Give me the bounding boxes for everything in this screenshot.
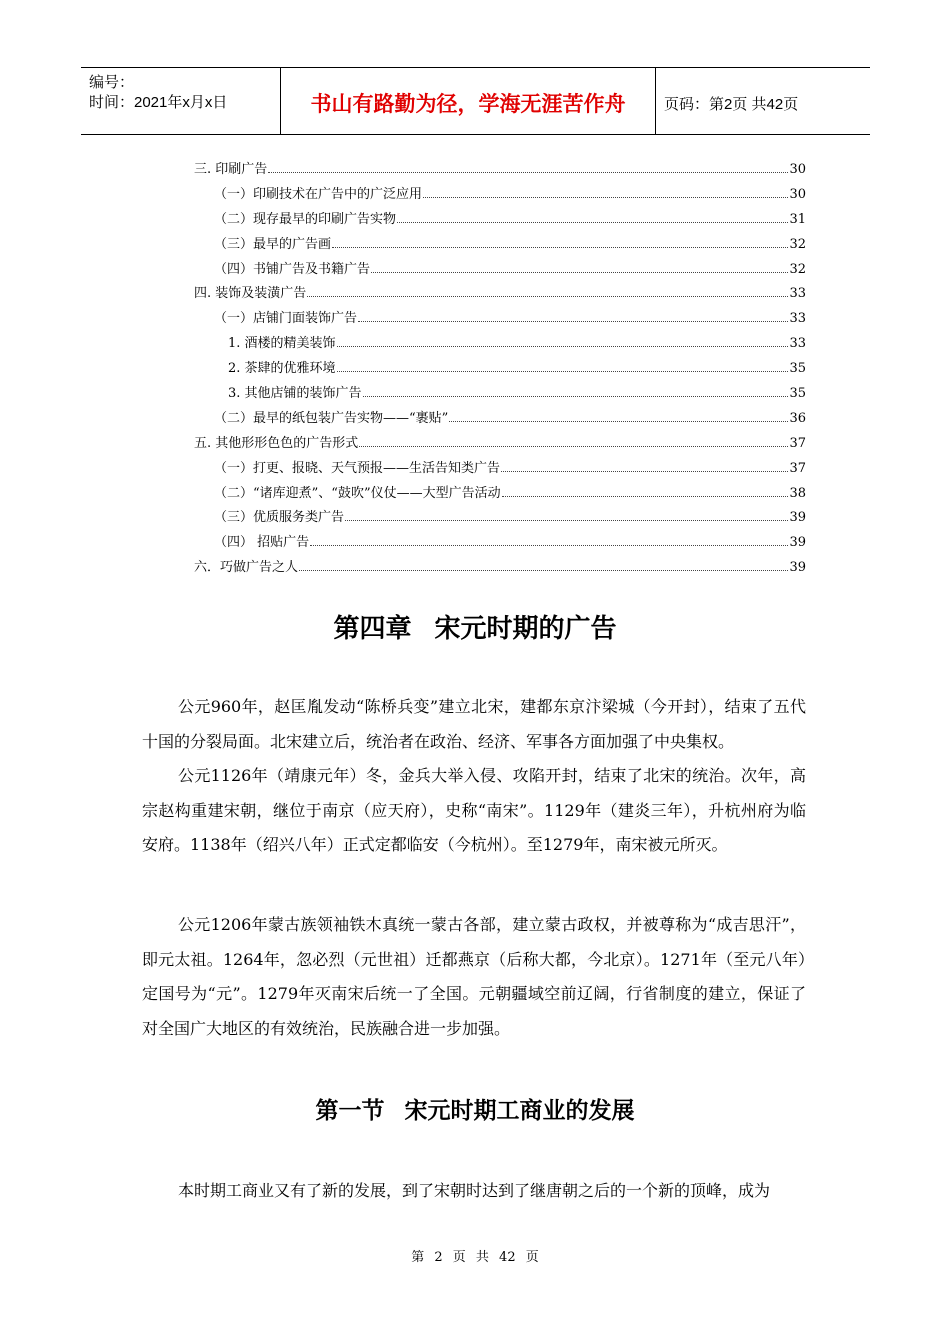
toc-leader-dots [502, 496, 789, 497]
toc-entry-page: 31 [789, 211, 806, 227]
number-label: 编号： [89, 74, 135, 91]
toc-entry-title: 四. 装饰及装潢广告 [194, 286, 307, 302]
toc-entry-title: （一）打更、报晓、天气预报——生活告知类广告 [214, 460, 501, 476]
toc-entry [194, 459, 806, 484]
toc-entry [194, 434, 806, 459]
toc-leader-dots [358, 321, 788, 322]
toc-entry-title: （四）书铺广告及书籍广告 [214, 261, 371, 277]
toc-leader-dots [337, 346, 789, 347]
toc-entry-title: （三）优质服务类广告 [214, 510, 345, 526]
toc-leader-dots [501, 471, 788, 472]
toc-entry [194, 284, 806, 309]
toc-entry-title: （二）现存最早的印刷广告实物 [214, 211, 397, 227]
toc-leader-dots [332, 247, 788, 248]
date-label: 时间：2021年x月x日 [89, 94, 228, 111]
chapter-title: 第四章 宋元时期的广告 [333, 614, 617, 644]
toc-entry [194, 508, 806, 533]
paragraph-2: 公元1126年（靖康元年）冬，金兵大举入侵、攻陷开封，结束了北宋的统治。次年，高宗赵构重建宋朝，继位于南京（应天府），史称“南宋”。1129年（建炎三年），升杭州府为临安府。1138年（绍兴八年）正式定都临安（今杭州）。至1279年，南宋被元所灭。 [142, 766, 806, 854]
toc-entry-title: （二）“诸库迎煮”、“鼓吹”仪仗——大型广告活动 [214, 485, 501, 501]
toc-entry [194, 210, 806, 235]
toc-entry-title: 2. 茶肆的优雅环境 [228, 361, 336, 377]
toc-entry [194, 558, 806, 583]
toc-entry-title: （三）最早的广告画 [214, 236, 332, 252]
toc-leader-dots [310, 545, 788, 546]
toc-leader-dots [307, 296, 788, 297]
toc-entry-page: 37 [789, 435, 806, 451]
toc-entry [194, 359, 806, 384]
header-motto: 书山有路勤为径，学海无涯苦作舟 [281, 68, 656, 134]
toc-entry [194, 384, 806, 409]
toc-entry-page: 32 [789, 261, 806, 277]
header-page-info: 页码：第2页 共42页 [664, 95, 799, 113]
section-title: 第一节 宋元时期工商业的发展 [315, 1098, 635, 1124]
header-table [81, 67, 870, 135]
toc-entry [194, 260, 806, 285]
toc-entry [194, 309, 806, 334]
toc-entry [194, 533, 806, 558]
toc-entry-title: 1. 酒楼的精美装饰 [228, 336, 336, 352]
toc-entry-page: 30 [789, 162, 806, 177]
toc-entry-title: 五. 其他形形色色的广告形式 [194, 435, 359, 451]
toc-entry-title: 六．巧做广告之人 [194, 560, 299, 576]
toc-entry [194, 185, 806, 210]
paragraph-1: 公元960年，赵匡胤发动“陈桥兵变”建立北宋，建都东京汴梁城（今开封），结束了五代十国的分裂局面。北宋建立后，统治者在政治、经济、军事各方面加强了中央集权。 [142, 697, 806, 751]
paragraph-3: 公元1206年蒙古族领袖铁木真统一蒙古各部，建立蒙古政权，并被尊称为“成吉思汗”，即元太祖。1264年，忽必烈（元世祖）迁都燕京（后称大都，今北京）。1271年（至元八年）定国号为“元”。1279年灭南宋后统一了全国。元朝疆域空前辽阔，行省制度的建立，保证了对全国广大地区的有效统治，民族融合进一步加强。 [142, 915, 806, 1038]
toc-leader-dots [449, 421, 788, 422]
toc-entry-page: 30 [789, 186, 806, 202]
toc-entry-page: 32 [789, 236, 806, 252]
toc-entry [194, 160, 806, 185]
toc-entry-page: 39 [789, 560, 806, 576]
toc-entry-title: 3. 其他店铺的装饰广告 [228, 386, 362, 402]
toc-entry-page: 39 [789, 510, 806, 526]
toc-entry-page: 33 [789, 336, 806, 352]
toc-entry-page: 39 [789, 535, 806, 551]
toc-leader-dots [337, 371, 789, 372]
toc-entry-title: （一）印刷技术在广告中的广泛应用 [214, 186, 423, 202]
toc-entry-page: 35 [789, 361, 806, 377]
toc-entry-title: （一）店铺门面装饰广告 [214, 311, 358, 327]
paragraph-4: 本时期工商业又有了新的发展，到了宋朝时达到了继唐朝之后的一个新的顶峰，成为 [178, 1181, 771, 1200]
toc-entry-page: 37 [789, 460, 806, 476]
toc-entry-page: 33 [789, 311, 806, 327]
toc-entry-title: （四） 招贴广告 [214, 535, 310, 551]
toc-entry-page: 35 [789, 386, 806, 402]
toc-entry [194, 235, 806, 260]
table-of-contents [194, 160, 806, 583]
toc-entry [194, 334, 806, 359]
page-footer: 第 2 页 共 42 页 [411, 1250, 539, 1265]
toc-leader-dots [268, 172, 788, 173]
toc-leader-dots [299, 570, 788, 571]
toc-leader-dots [371, 272, 788, 273]
header-left-cell [81, 68, 281, 134]
toc-leader-dots [345, 520, 788, 521]
toc-entry-title: 三. 印刷广告 [194, 162, 268, 177]
toc-leader-dots [397, 222, 788, 223]
toc-entry-title: （二）最早的纸包装广告实物——“裹贴” [214, 410, 449, 426]
toc-leader-dots [423, 197, 788, 198]
toc-entry [194, 484, 806, 509]
toc-entry-page: 33 [789, 286, 806, 302]
toc-entry-page: 36 [789, 410, 806, 426]
toc-leader-dots [363, 396, 789, 397]
toc-entry [194, 409, 806, 434]
toc-entry-page: 38 [789, 485, 806, 501]
toc-leader-dots [359, 446, 788, 447]
